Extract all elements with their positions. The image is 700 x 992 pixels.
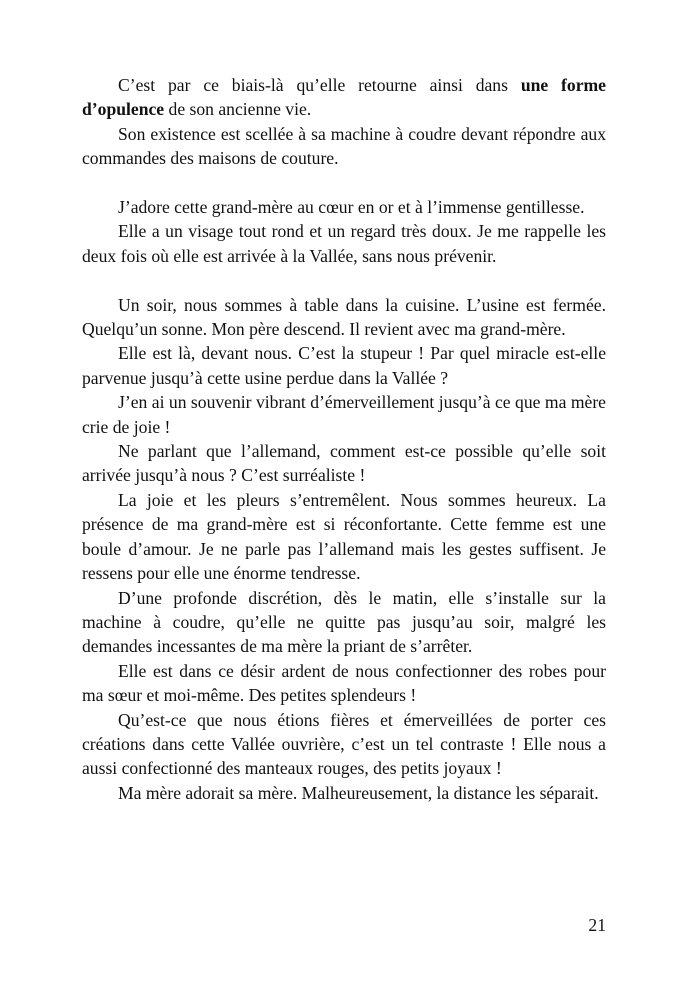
paragraph-10: D’une profonde discrétion, dès le matin, elle s’installe sur la machine à coudre, qu’elle ne quitte pas jusqu’au soir, malgré les demandes incessantes de ma mère la priant de s’arrêter.: [82, 587, 606, 657]
paragraph-2: Son existence est scellée à sa machine à coudre devant répondre aux commandes des maisons de couture.: [82, 123, 606, 169]
paragraph-5: Un soir, nous sommes à table dans la cuisine. L’usine est fermée. Quelqu’un sonne. Mon père descend. Il revient avec ma grand-mère.: [82, 294, 606, 340]
paragraph-1-text-before: C’est par ce biais-là qu’elle retourne ainsi dans: [118, 75, 521, 95]
paragraph-1-bold-text: une forme d’opulence: [82, 75, 606, 120]
paragraph-8: Ne parlant que l’allemand, comment est-ce possible qu’elle soit arrivée jusqu’à nous ? C’est surréaliste !: [82, 441, 606, 486]
paragraph-11: Elle est dans ce désir ardent de nous confectionner des robes pour ma sœur et moi-même. Des petites splendeurs !: [82, 660, 606, 706]
paragraph-13: Ma mère adorait sa mère. Malheureusement, la distance les séparait.: [118, 782, 599, 803]
paragraph-1: [82, 73, 606, 122]
page-body: [82, 73, 606, 805]
paragraph-gap: [82, 171, 606, 195]
paragraph-4: Elle a un visage tout rond et un regard très doux. Je me rappelle les deux fois où elle est arrivée à la Vallée, sans nous prévenir.: [82, 221, 606, 266]
paragraph-9: La joie et les pleurs s’entremêlent. Nous sommes heureux. La présence de ma grand-mère est si réconfortante. Cette femme est une boule d’amour. Je ne parle pas l’allemand mais les gestes suffisent. Je ressens pour elle une énorme tendresse.: [82, 489, 606, 584]
paragraph-6: Elle est là, devant nous. C’est la stupeur ! Par quel miracle est-elle parvenue jusqu’à cette usine perdue dans la Vallée ?: [82, 343, 606, 388]
paragraph-3: J’adore cette grand-mère au cœur en or et à l’immense gentillesse.: [118, 197, 585, 218]
paragraph-12: Qu’est-ce que nous étions fières et émerveillées de porter ces créations dans cette Vallée ouvrière, c’est un tel contraste ! Elle nous a aussi confectionné des manteaux rouges, des petits joyaux !: [82, 709, 606, 779]
paragraph-gap: [82, 268, 606, 292]
paragraph-1-text-after: de son ancienne vie.: [164, 99, 312, 120]
page-number: 21: [588, 915, 606, 935]
paragraph-7: J’en ai un souvenir vibrant d’émerveillement jusqu’à ce que ma mère crie de joie !: [82, 392, 606, 437]
